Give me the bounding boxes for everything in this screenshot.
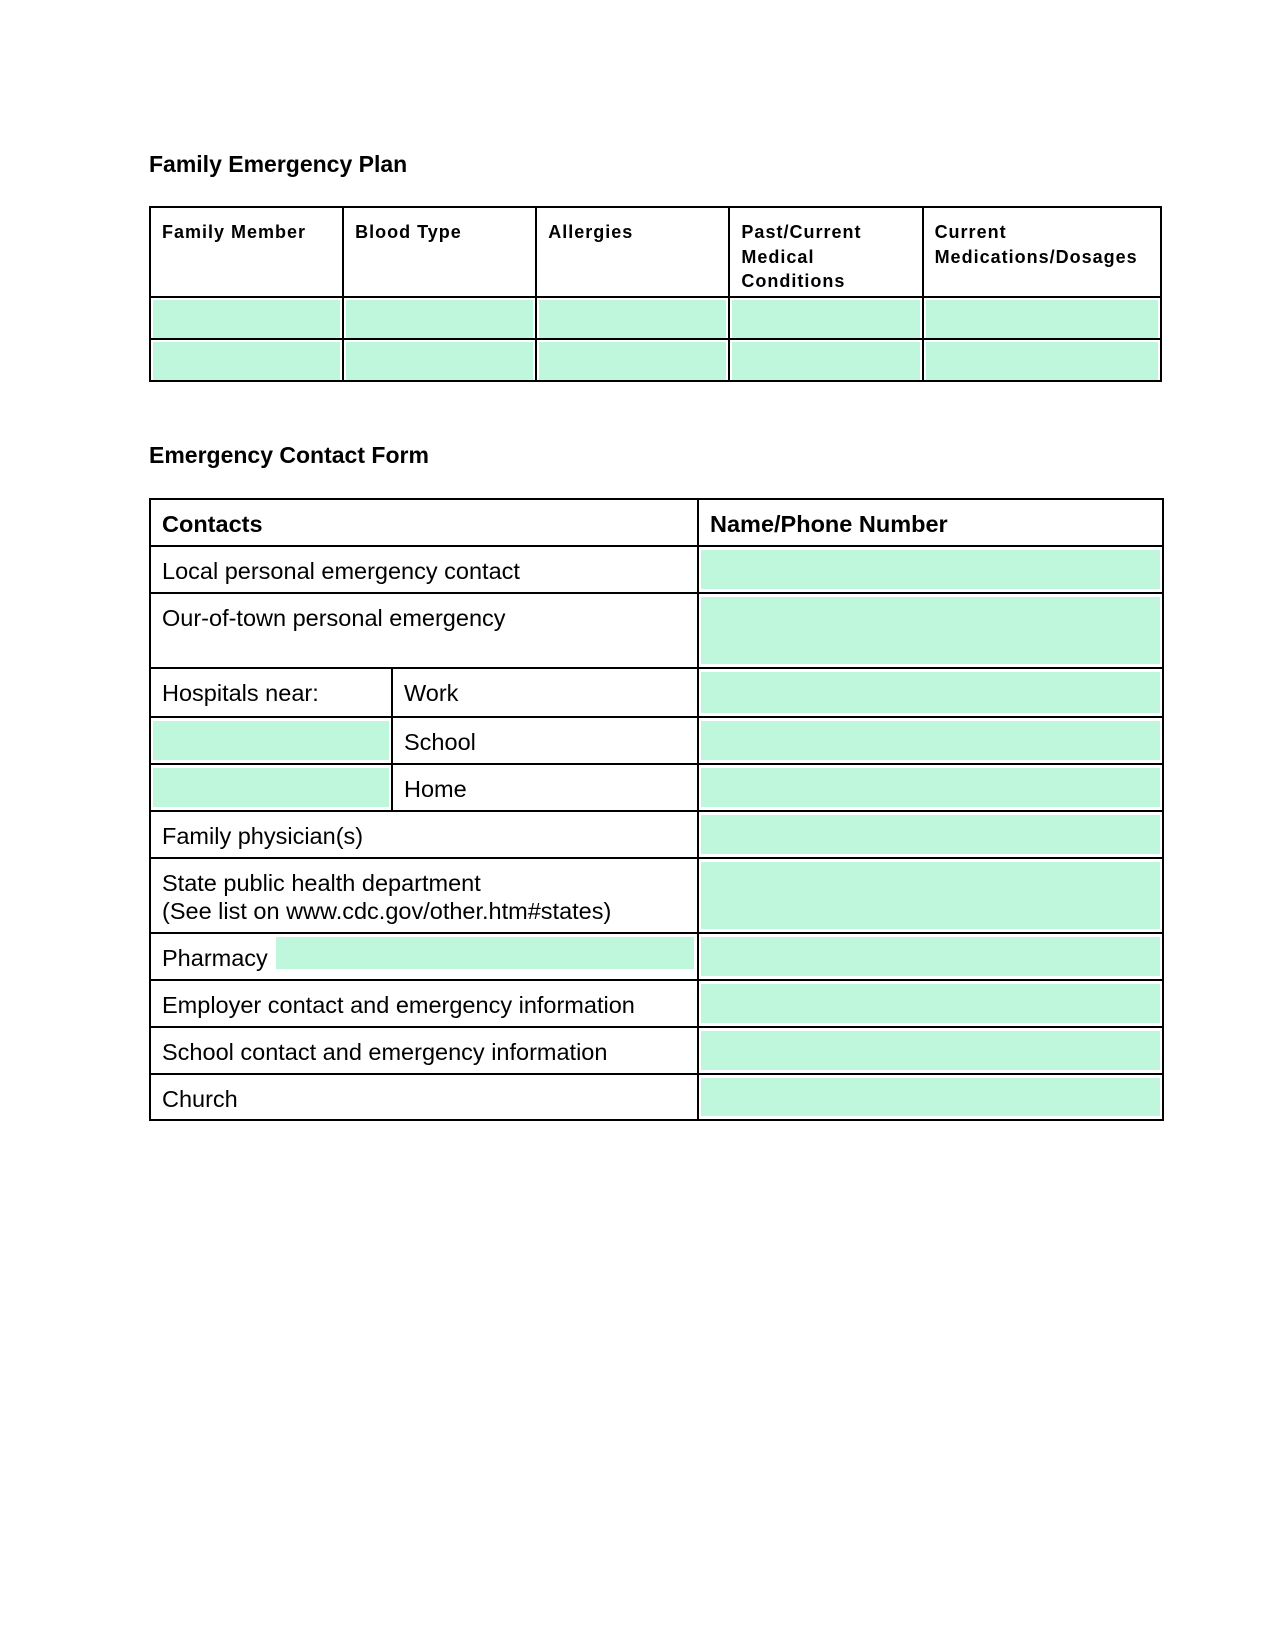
blood-type-field[interactable] (343, 339, 536, 381)
employer-label: Employer contact and emergency information (162, 992, 635, 1018)
family-plan-title: Family Emergency Plan (149, 151, 408, 177)
family-member-field[interactable] (150, 339, 343, 381)
church-label: Church (162, 1086, 238, 1112)
physician-field[interactable] (698, 811, 1163, 858)
medications-field[interactable] (923, 339, 1161, 381)
header-medical-conditions: Past/Current Medical Conditions (729, 207, 922, 297)
header-family-member: Family Member (150, 207, 343, 297)
table-row (150, 980, 1163, 1027)
contact-form-table (149, 498, 1164, 1121)
family-plan-header-row (150, 207, 1161, 297)
header-blood-type: Blood Type (343, 207, 536, 297)
contact-header-row (150, 499, 1163, 546)
state-health-label: State public health department (162, 870, 481, 896)
table-row (150, 811, 1163, 858)
table-row (150, 339, 1161, 381)
header-medications: Current Medications/Dosages (923, 207, 1161, 297)
blood-type-field[interactable] (343, 297, 536, 339)
hospital-school-name-field[interactable] (150, 717, 392, 764)
medications-field[interactable] (923, 297, 1161, 339)
pharmacy-field[interactable] (698, 933, 1163, 980)
table-row (150, 593, 1163, 668)
hospital-home-field[interactable] (698, 764, 1163, 811)
medical-conditions-field[interactable] (729, 297, 922, 339)
family-plan-table (149, 206, 1162, 382)
school-contact-label: School contact and emergency information (162, 1039, 608, 1065)
family-member-field[interactable] (150, 297, 343, 339)
allergies-field[interactable] (536, 339, 729, 381)
contact-form-title: Emergency Contact Form (149, 442, 429, 468)
table-row (150, 933, 1163, 980)
allergies-field[interactable] (536, 297, 729, 339)
table-row (150, 764, 1163, 811)
hospital-school-field[interactable] (698, 717, 1163, 764)
header-allergies: Allergies (536, 207, 729, 297)
table-row (150, 546, 1163, 593)
table-row (150, 297, 1161, 339)
local-contact-field[interactable] (698, 546, 1163, 593)
table-row (150, 1074, 1163, 1120)
home-label: Home (404, 776, 467, 802)
out-of-town-label: Our-of-town personal emergency (162, 605, 506, 631)
hospitals-near-label: Hospitals near: (162, 680, 319, 706)
pharmacy-label: Pharmacy (162, 945, 268, 971)
medical-conditions-field[interactable] (729, 339, 922, 381)
school-label: School (404, 729, 476, 755)
table-row (150, 668, 1163, 717)
table-row (150, 858, 1163, 933)
hospital-work-field[interactable] (698, 668, 1163, 717)
contacts-header: Contacts (162, 511, 263, 537)
state-health-field[interactable] (698, 858, 1163, 933)
school-contact-field[interactable] (698, 1027, 1163, 1074)
work-label: Work (404, 680, 459, 706)
hospital-home-name-field[interactable] (150, 764, 392, 811)
church-field[interactable] (698, 1074, 1163, 1120)
out-of-town-field[interactable] (698, 593, 1163, 668)
name-phone-header: Name/Phone Number (710, 511, 948, 537)
state-health-link-text: (See list on www.cdc.gov/other.htm#states) (162, 898, 612, 924)
table-row (150, 1027, 1163, 1074)
employer-field[interactable] (698, 980, 1163, 1027)
pharmacy-name-field[interactable] (276, 937, 694, 969)
local-contact-label: Local personal emergency contact (162, 558, 520, 584)
table-row (150, 717, 1163, 764)
physician-label: Family physician(s) (162, 823, 364, 849)
